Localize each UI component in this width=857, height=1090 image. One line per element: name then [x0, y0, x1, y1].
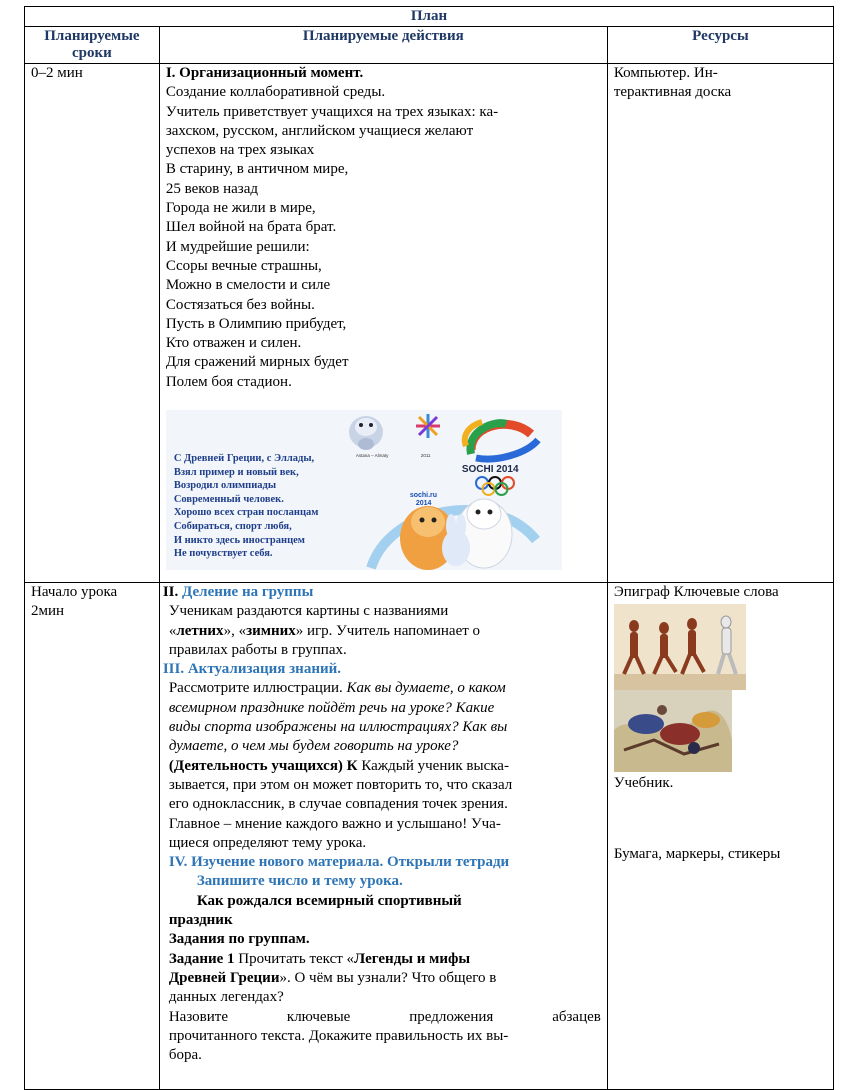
row2-actions-content	[163, 583, 601, 1089]
poem-line: Хорошо всех стран посланцам	[173, 507, 319, 519]
snowflake-logo-icon	[416, 414, 440, 438]
text-fragment: » игр. Учитель напоминает о	[295, 622, 481, 639]
text-fragment: Каждый ученик выска-	[357, 757, 509, 774]
text-line	[169, 757, 601, 776]
section-number: II.	[162, 584, 179, 600]
olympics-illustration	[166, 410, 562, 570]
header-timing	[25, 27, 160, 64]
poem-line: Современный человек.	[173, 493, 284, 505]
text-line: Ученикам раздаются картины с названиями	[168, 603, 449, 620]
text-line	[169, 622, 601, 641]
paragraph-block	[163, 602, 601, 660]
resource-line: терактивная доска	[613, 84, 732, 101]
olympic-poem	[174, 452, 319, 561]
section-heading: I. Организационный момент.	[165, 65, 364, 81]
text-fragment: Легенды и мифы	[354, 950, 471, 967]
text-fragment: «	[168, 622, 177, 639]
ancient-runners-image	[614, 604, 746, 690]
header-timing-line1: Планируемые	[44, 28, 140, 44]
text-line: Учитель приветствует учащихся на трех языках: ка-	[165, 103, 499, 120]
text-fragment: ». О чём вы узнали? Что общего в	[279, 969, 497, 986]
paragraph-block	[163, 679, 601, 1065]
section-heading	[163, 583, 601, 602]
text-word: Назовите	[168, 1008, 228, 1025]
topic-title: Как рождался всемирный спортивный	[196, 892, 462, 909]
poem-line: Возродил олимпиады	[173, 480, 277, 492]
section-heading: IV. Изучение нового материала. Открыли тетради	[168, 854, 510, 871]
text-line: его одноклассник, в случае совпадения точек зрения.	[168, 796, 508, 813]
resource-line: Бумага, маркеры, стикеры	[613, 845, 781, 862]
resource-line: Компьютер. Ин-	[613, 65, 718, 81]
row2-actions	[159, 583, 607, 1090]
text-line: Главное – мнение каждого важно и услышано! Уча-	[168, 815, 501, 832]
text-line: успехов на трех языках	[165, 142, 315, 159]
text-line: Состязаться без войны.	[165, 296, 315, 313]
text-fragment: Задание 1	[168, 950, 235, 967]
resource-line: Учебник.	[613, 775, 674, 792]
table-title: План	[25, 7, 834, 27]
text-fragment: Древней Греции	[168, 969, 280, 986]
sochi-label: SOCHI 2014	[461, 464, 519, 476]
lesson-plan-table	[24, 6, 834, 1090]
text-fragment: (Деятельность учащихся) К	[168, 757, 358, 774]
text-line: прочитанного текста. Докажите правильность их вы-	[168, 1027, 509, 1044]
section-heading: Запишите число и тему урока.	[196, 873, 403, 890]
text-line: данных легендах?	[168, 989, 284, 1006]
text-line: захском, русском, английском учащиеся желают	[165, 122, 474, 139]
text-fragment: », «	[223, 622, 247, 639]
row1-actions	[159, 64, 607, 583]
timing-line: Начало урока	[31, 584, 118, 600]
text-line: Шел войной на брата брат.	[165, 219, 337, 236]
text-fragment: зимних	[246, 622, 296, 639]
text-word: абзацев	[552, 1008, 601, 1025]
poem-line: Взял пример и новый век,	[173, 466, 299, 478]
text-line: 25 веков назад	[165, 180, 258, 197]
header-resources: Ресурсы	[607, 27, 833, 64]
text-line: зывается, при этом он может повторить то, что сказал	[168, 776, 513, 793]
text-line: щиеся определяют тему урока.	[168, 834, 367, 851]
text-line: Пусть в Олимпию прибудет,	[165, 315, 347, 332]
text-line: правилах работы в группах.	[168, 641, 347, 658]
section-heading: III. Актуализация знаний.	[162, 661, 342, 678]
text-line: думаете, о чем мы будем говорить на уроке?	[168, 738, 459, 755]
sochi-site-label: sochi.ru	[409, 492, 438, 500]
text-line	[169, 969, 601, 988]
text-line: Кто отважен и силен.	[165, 335, 302, 352]
text-line: Ссоры вечные страшны,	[165, 257, 322, 274]
row2-timing	[25, 583, 160, 1090]
text-fragment: Прочитать текст «	[234, 950, 355, 967]
text-line: Полем боя стадион.	[165, 373, 292, 390]
text-line	[169, 679, 601, 698]
poem-line: Не почувствует себя.	[173, 548, 273, 560]
text-fragment: Рассмотрите иллюстрации.	[168, 680, 347, 697]
text-line: И мудрейшие решили:	[165, 238, 310, 255]
text-line	[169, 1008, 601, 1027]
text-line: В старину, в античном мире,	[165, 161, 349, 178]
ancient-runners-icon	[614, 604, 746, 690]
subheading: Задания по группам.	[168, 931, 310, 948]
timing-line: 2мин	[31, 603, 65, 620]
row1-text-lines	[166, 83, 601, 392]
astana-logo-text: Astana – Almaty	[355, 453, 389, 459]
text-line: Города не жили в мире,	[165, 200, 316, 217]
text-line: бора.	[168, 1047, 202, 1064]
astana-logo-year: 2011	[420, 453, 431, 459]
section-title: Деление на группы	[182, 584, 314, 600]
text-word: ключевые	[286, 1008, 351, 1025]
text-line: виды спорта изображены на иллюстрациях? Как вы	[168, 719, 508, 736]
sochi-site-year: 2014	[415, 500, 432, 508]
table-row	[25, 583, 834, 1090]
row1-resources	[607, 64, 833, 583]
ancient-mosaic-icon	[614, 690, 732, 772]
text-fragment: летних	[176, 622, 224, 639]
text-line	[169, 950, 601, 969]
ancient-mosaic-image	[614, 690, 732, 772]
text-line: Для сражений мирных будет	[165, 354, 349, 371]
row2-resources	[607, 583, 833, 1090]
poem-line: С Древней Греции, с Эллады,	[173, 453, 315, 465]
text-line: Можно в смелости и силе	[165, 277, 331, 294]
poem-line: Собираться, спорт любя,	[173, 521, 292, 533]
text-word: предложения	[409, 1008, 494, 1025]
text-line: всемирном празднике пойдёт речь на уроке? Какие	[168, 699, 495, 716]
text-fragment: Как вы думаете, о каком	[346, 680, 506, 697]
resource-line: Эпиграф Ключевые слова	[613, 584, 779, 600]
text-line: Создание коллаборативной среды.	[165, 84, 386, 101]
row1-timing: 0–2 мин	[25, 64, 160, 583]
topic-title: праздник	[168, 912, 233, 929]
header-timing-line2: сроки	[72, 45, 112, 61]
header-actions: Планируемые действия	[159, 27, 607, 64]
table-row	[25, 64, 834, 583]
poem-line: И никто здесь иностранцем	[173, 534, 305, 546]
